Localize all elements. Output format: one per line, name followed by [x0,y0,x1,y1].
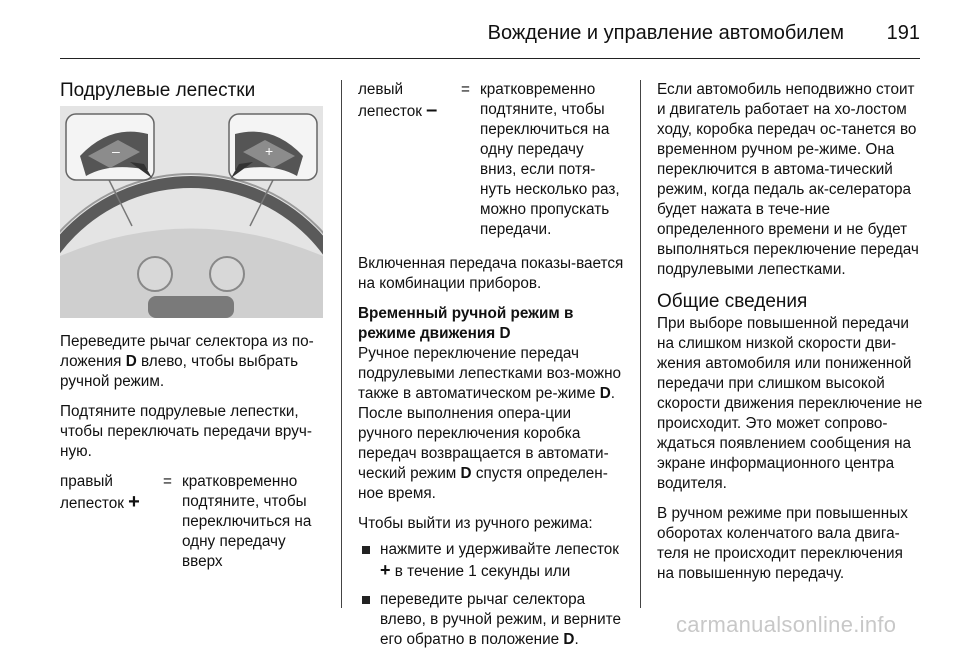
list-item: переведите рычаг селектора влево, в ручной режим, и верните его обратно в положение D. [358,590,624,650]
term-left-paddle: левый лепесток – [358,81,438,121]
definition-right-paddle: правый лепесток + = кратковременно подтяните, чтобы переключиться на одну передачу вверх [60,472,326,572]
desc-left-paddle: кратковременно подтяните, чтобы переключиться на одну передачу вниз, если потя-нуть несколько раз, можно пропускать передачи. [480,81,620,238]
paragraph-select-manual: Переведите рычаг селектора из по-ложения D влево, чтобы выбрать ручной режим. [60,333,314,390]
plus-symbol: + [128,491,140,513]
minus-paddle-label: – [112,143,120,159]
steering-wheel-svg [60,106,323,318]
column-divider-2 [640,80,641,608]
subheading-temporary-manual: Временный ручной режим в режиме движения D [358,305,574,342]
desc-right-paddle: кратковременно подтяните, чтобы переключиться на одну передачу вверх [182,473,312,570]
header-title: Вождение и управление автомобилем [487,22,844,44]
page-number: 191 [886,22,920,44]
column-2 [358,80,624,658]
page-header [60,18,920,54]
plus-symbol: + [380,560,391,580]
section-heading-general: Общие сведения [657,291,808,312]
watermark: carmanualsonline.info [676,612,897,637]
paragraph-pull-paddles: Подтяните подрулевые лепестки, чтобы переключать передачи вруч-ную. [60,403,312,460]
term-right-paddle: правый лепесток + [60,473,140,513]
exit-steps-list [358,540,624,650]
paragraph-speed-limits: При выборе повышенной передачи на слишком низкой скорости дви-жения автомобиля или пониженной передачи при слишком высокой скорости движения переключение не происходит. Это может сопрово-ждаться появлением сообщения на экране информационного центра водителя. [657,315,923,492]
list-item: нажмите и удерживайте лепесток + в течение 1 секунды или [358,540,624,582]
paragraph-exit-manual: Чтобы выйти из ручного режима: [358,515,593,532]
minus-symbol: – [426,99,438,121]
header-rule [60,58,920,59]
section-heading-paddles: Подрулевые лепестки [60,80,256,101]
paragraph-idle-behavior: Если автомобиль неподвижно стоит и двигатель работает на хо-лостом ходу, коробка передач ос-танется во временном ручном ре-жиме. Она переключится в автома-тический режим, когда педаль ак-селератора будет нажата в тече-ние определенного времени и не будет выполняться переключение передач подрулевыми лепестками. [657,81,919,278]
paragraph-high-rpm: В ручном режиме при повышенных оборотах коленчатого вала двига-теля не происходит переключения на повышенную передачу. [657,505,908,582]
definition-left-paddle: левый лепесток – = кратковременно подтяните, чтобы переключиться на одну передачу вниз, если потя-нуть несколько раз, можно пропускать передачи. [358,80,624,240]
plus-paddle-label: + [265,143,274,159]
steering-wheel-illustration [60,106,323,318]
column-divider-1 [341,80,342,608]
paragraph-gear-display: Включенная передача показы-вается на комбинации приборов. [358,255,624,292]
paragraph-manual-in-drive: Ручное переключение передач подрулевыми лепестками воз-можно также в автоматическом ре-жиме D. После выполнения опера-ции ручного переключения коробка передач возвращается в автомати-ческий режим D спустя определен-ное время. [358,345,622,502]
column-3 [657,80,923,594]
